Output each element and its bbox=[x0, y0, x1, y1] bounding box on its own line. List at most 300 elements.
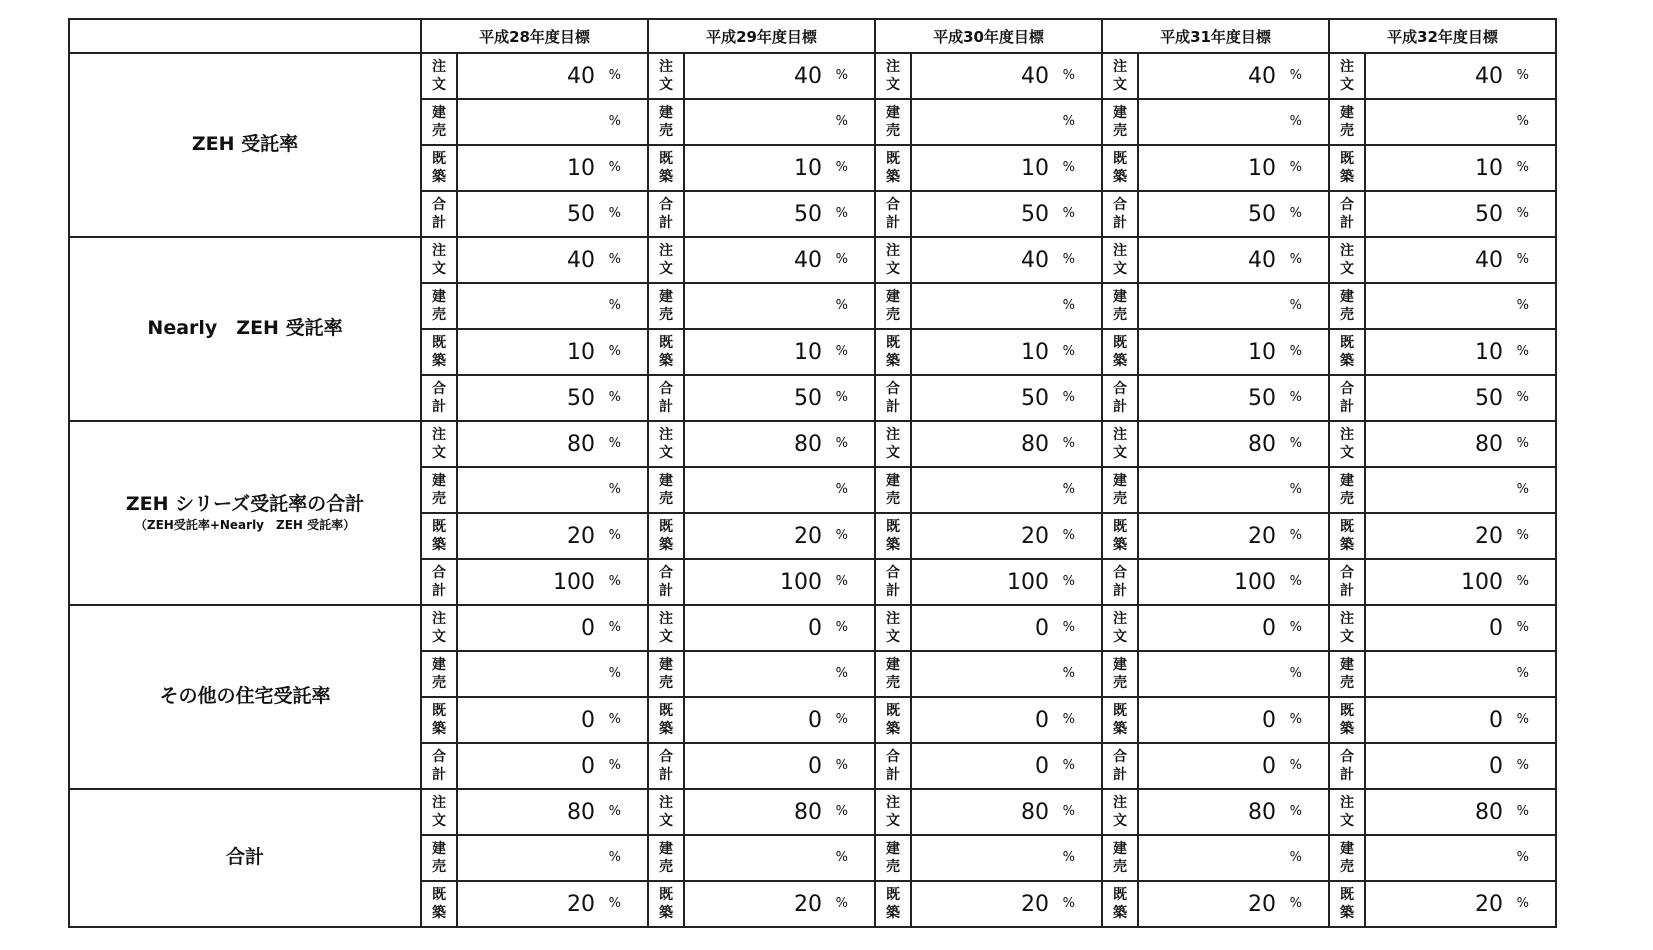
subrow-label-tateuri bbox=[875, 99, 911, 145]
percent-unit: % bbox=[1289, 528, 1302, 543]
value-cell bbox=[1138, 697, 1329, 743]
subrow-label-chumon bbox=[1102, 789, 1138, 835]
value-cell bbox=[1138, 743, 1329, 789]
subrow-label-char: 注 bbox=[432, 611, 446, 627]
percent-unit: % bbox=[1289, 482, 1302, 497]
subrow-label-char: 注 bbox=[1113, 59, 1127, 75]
value-number: 0 bbox=[1262, 616, 1276, 641]
subrow-label-chumon bbox=[648, 53, 684, 99]
header-corner-cell bbox=[69, 19, 421, 53]
subrow-label-char: 築 bbox=[886, 353, 900, 369]
percent-unit: % bbox=[1516, 206, 1529, 221]
subrow-label-char: 売 bbox=[1113, 859, 1127, 875]
percent-unit: % bbox=[1516, 528, 1529, 543]
value-number: 40 bbox=[1021, 248, 1049, 273]
subrow-label-chumon bbox=[1102, 421, 1138, 467]
percent-unit: % bbox=[1289, 620, 1302, 635]
value-cell bbox=[684, 697, 875, 743]
subrow-label-char: 建 bbox=[886, 473, 900, 489]
percent-unit: % bbox=[1516, 252, 1529, 267]
subrow-label-char: 築 bbox=[432, 353, 446, 369]
subrow-label-char: 合 bbox=[1340, 381, 1354, 397]
value-number: 0 bbox=[808, 616, 822, 641]
subrow-label-char: 合 bbox=[1113, 381, 1127, 397]
subrow-label-gokei bbox=[1102, 559, 1138, 605]
subrow-label-gokei bbox=[1102, 375, 1138, 421]
subrow-label-char: 計 bbox=[1340, 767, 1354, 783]
subrow-label-char: 注 bbox=[1113, 427, 1127, 443]
subrow-label-kichiku bbox=[421, 329, 457, 375]
subrow-label-char: 注 bbox=[886, 795, 900, 811]
subrow-label-char: 注 bbox=[432, 59, 446, 75]
percent-unit: % bbox=[1289, 896, 1302, 911]
subrow-label-char: 建 bbox=[1340, 657, 1354, 673]
value-number: 80 bbox=[1248, 432, 1276, 457]
value-cell bbox=[911, 421, 1102, 467]
subrow-label-char: 建 bbox=[886, 105, 900, 121]
table-row bbox=[69, 789, 1556, 835]
percent-unit: % bbox=[1062, 68, 1075, 83]
subrow-label-char: 築 bbox=[1113, 169, 1127, 185]
subrow-label-char: 売 bbox=[659, 123, 673, 139]
value-number: 10 bbox=[567, 156, 595, 181]
value-cell bbox=[1365, 283, 1556, 329]
value-cell bbox=[684, 743, 875, 789]
value-number: 0 bbox=[808, 754, 822, 779]
subrow-label-kichiku bbox=[421, 513, 457, 559]
value-number: 0 bbox=[1035, 754, 1049, 779]
subrow-label-chumon bbox=[1329, 237, 1365, 283]
percent-unit: % bbox=[608, 482, 621, 497]
subrow-label-gokei bbox=[1329, 375, 1365, 421]
subrow-label-kichiku bbox=[1329, 145, 1365, 191]
subrow-label-char: 売 bbox=[659, 675, 673, 691]
category-label: Nearly ZEH 受託率 bbox=[147, 317, 343, 340]
value-number: 0 bbox=[1489, 754, 1503, 779]
subrow-label-kichiku bbox=[1329, 513, 1365, 559]
subrow-label-char: 文 bbox=[886, 813, 900, 829]
subrow-label-char: 計 bbox=[886, 583, 900, 599]
subrow-label-char: 合 bbox=[886, 565, 900, 581]
subrow-label-char: 計 bbox=[432, 399, 446, 415]
value-number: 20 bbox=[794, 524, 822, 549]
subrow-label-char: 築 bbox=[1113, 537, 1127, 553]
subrow-label-char: 合 bbox=[432, 197, 446, 213]
subrow-label-kichiku bbox=[1102, 881, 1138, 927]
percent-unit: % bbox=[1289, 666, 1302, 681]
table-row bbox=[69, 421, 1556, 467]
value-cell bbox=[684, 881, 875, 927]
value-cell bbox=[911, 237, 1102, 283]
value-cell bbox=[1365, 881, 1556, 927]
value-number: 80 bbox=[1475, 432, 1503, 457]
value-number: 100 bbox=[780, 570, 822, 595]
value-cell bbox=[911, 697, 1102, 743]
value-number: 50 bbox=[1475, 386, 1503, 411]
percent-unit: % bbox=[608, 68, 621, 83]
value-cell bbox=[911, 467, 1102, 513]
value-number: 40 bbox=[1475, 64, 1503, 89]
subrow-label-kichiku bbox=[875, 697, 911, 743]
subrow-label-char: 文 bbox=[1340, 261, 1354, 277]
header-row bbox=[69, 19, 1556, 53]
percent-unit: % bbox=[1062, 344, 1075, 359]
table-row bbox=[69, 53, 1556, 99]
category-label-cell bbox=[69, 789, 421, 927]
subrow-label-kichiku bbox=[1329, 329, 1365, 375]
subrow-label-tateuri bbox=[648, 835, 684, 881]
subrow-label-char: 築 bbox=[659, 169, 673, 185]
value-cell bbox=[457, 145, 648, 191]
percent-unit: % bbox=[1062, 436, 1075, 451]
subrow-label-char: 既 bbox=[886, 519, 900, 535]
value-cell bbox=[684, 191, 875, 237]
subrow-label-char: 文 bbox=[432, 629, 446, 645]
subrow-label-char: 合 bbox=[432, 749, 446, 765]
subrow-label-chumon bbox=[1329, 605, 1365, 651]
target-rate-table bbox=[68, 18, 1557, 928]
percent-unit: % bbox=[835, 712, 848, 727]
value-cell bbox=[1365, 145, 1556, 191]
subrow-label-char: 計 bbox=[659, 583, 673, 599]
value-cell bbox=[457, 421, 648, 467]
value-number: 10 bbox=[1475, 156, 1503, 181]
value-cell bbox=[911, 789, 1102, 835]
subrow-label-kichiku bbox=[648, 145, 684, 191]
subrow-label-kichiku bbox=[648, 513, 684, 559]
subrow-label-char: 文 bbox=[1340, 445, 1354, 461]
subrow-label-char: 売 bbox=[1113, 675, 1127, 691]
value-number: 50 bbox=[794, 202, 822, 227]
value-number: 40 bbox=[1248, 64, 1276, 89]
percent-unit: % bbox=[1062, 160, 1075, 175]
subrow-label-char: 既 bbox=[432, 519, 446, 535]
percent-unit: % bbox=[1516, 620, 1529, 635]
percent-unit: % bbox=[1062, 574, 1075, 589]
percent-unit: % bbox=[835, 758, 848, 773]
value-number: 50 bbox=[567, 386, 595, 411]
value-cell bbox=[684, 237, 875, 283]
subrow-label-chumon bbox=[875, 53, 911, 99]
subrow-label-char: 売 bbox=[1113, 123, 1127, 139]
subrow-label-chumon bbox=[1329, 53, 1365, 99]
year-header: 平成30年度目標 bbox=[875, 19, 1102, 53]
value-cell bbox=[1365, 697, 1556, 743]
percent-unit: % bbox=[835, 160, 848, 175]
percent-unit: % bbox=[835, 252, 848, 267]
subrow-label-char: 売 bbox=[1340, 307, 1354, 323]
percent-unit: % bbox=[835, 666, 848, 681]
target-rate-table-container bbox=[68, 18, 1557, 928]
subrow-label-kichiku bbox=[648, 329, 684, 375]
value-cell bbox=[457, 467, 648, 513]
percent-unit: % bbox=[1516, 436, 1529, 451]
percent-unit: % bbox=[1062, 758, 1075, 773]
percent-unit: % bbox=[608, 160, 621, 175]
subrow-label-tateuri bbox=[648, 651, 684, 697]
subrow-label-tateuri bbox=[648, 283, 684, 329]
subrow-label-char: 注 bbox=[659, 243, 673, 259]
subrow-label-char: 注 bbox=[886, 243, 900, 259]
percent-unit: % bbox=[608, 666, 621, 681]
subrow-label-char: 計 bbox=[1340, 583, 1354, 599]
value-cell bbox=[911, 651, 1102, 697]
subrow-label-char: 計 bbox=[432, 583, 446, 599]
subrow-label-char: 建 bbox=[886, 289, 900, 305]
subrow-label-gokei bbox=[421, 559, 457, 605]
subrow-label-gokei bbox=[1102, 191, 1138, 237]
subrow-label-char: 売 bbox=[886, 307, 900, 323]
subrow-label-char: 建 bbox=[1113, 289, 1127, 305]
value-cell bbox=[684, 283, 875, 329]
subrow-label-char: 文 bbox=[886, 629, 900, 645]
value-number: 10 bbox=[1021, 340, 1049, 365]
value-cell bbox=[1365, 99, 1556, 145]
value-number: 100 bbox=[553, 570, 595, 595]
value-number: 20 bbox=[1021, 524, 1049, 549]
subrow-label-char: 既 bbox=[886, 703, 900, 719]
value-cell bbox=[911, 99, 1102, 145]
value-cell bbox=[1365, 329, 1556, 375]
subrow-label-char: 注 bbox=[1340, 59, 1354, 75]
value-number: 10 bbox=[1248, 156, 1276, 181]
percent-unit: % bbox=[1062, 804, 1075, 819]
subrow-label-char: 既 bbox=[659, 887, 673, 903]
category-label: ZEH シリーズ受託率の合計 bbox=[125, 492, 365, 515]
subrow-label-char: 合 bbox=[886, 381, 900, 397]
subrow-label-char: 築 bbox=[659, 537, 673, 553]
value-cell bbox=[1138, 145, 1329, 191]
category-label-cell bbox=[69, 421, 421, 605]
subrow-label-char: 売 bbox=[886, 859, 900, 875]
value-cell bbox=[684, 789, 875, 835]
subrow-label-char: 築 bbox=[659, 905, 673, 921]
subrow-label-char: 建 bbox=[1340, 473, 1354, 489]
percent-unit: % bbox=[835, 850, 848, 865]
value-number: 80 bbox=[794, 432, 822, 457]
subrow-label-tateuri bbox=[648, 99, 684, 145]
value-cell bbox=[1365, 789, 1556, 835]
subrow-label-kichiku bbox=[421, 697, 457, 743]
value-cell bbox=[684, 559, 875, 605]
subrow-label-kichiku bbox=[421, 881, 457, 927]
subrow-label-char: 文 bbox=[886, 445, 900, 461]
value-number: 50 bbox=[1021, 202, 1049, 227]
percent-unit: % bbox=[1289, 390, 1302, 405]
category-label-cell bbox=[69, 53, 421, 237]
subrow-label-chumon bbox=[1102, 53, 1138, 99]
subrow-label-char: 建 bbox=[1113, 657, 1127, 673]
value-cell bbox=[1138, 513, 1329, 559]
subrow-label-char: 計 bbox=[1340, 215, 1354, 231]
subrow-label-tateuri bbox=[1102, 99, 1138, 145]
value-cell bbox=[457, 697, 648, 743]
value-cell bbox=[911, 881, 1102, 927]
value-number: 10 bbox=[794, 156, 822, 181]
category-label: 合計 bbox=[225, 846, 264, 869]
subrow-label-char: 合 bbox=[1340, 565, 1354, 581]
subrow-label-char: 注 bbox=[886, 427, 900, 443]
percent-unit: % bbox=[608, 528, 621, 543]
subrow-label-char: 売 bbox=[432, 123, 446, 139]
subrow-label-tateuri bbox=[421, 835, 457, 881]
value-cell bbox=[1365, 835, 1556, 881]
subrow-label-gokei bbox=[648, 375, 684, 421]
subrow-label-char: 売 bbox=[659, 859, 673, 875]
percent-unit: % bbox=[835, 436, 848, 451]
value-number: 20 bbox=[567, 524, 595, 549]
percent-unit: % bbox=[1516, 896, 1529, 911]
subrow-label-char: 計 bbox=[1113, 583, 1127, 599]
value-number: 0 bbox=[1262, 708, 1276, 733]
subrow-label-kichiku bbox=[1102, 513, 1138, 559]
subrow-label-char: 築 bbox=[1340, 721, 1354, 737]
percent-unit: % bbox=[1289, 758, 1302, 773]
value-number: 10 bbox=[1021, 156, 1049, 181]
value-cell bbox=[684, 421, 875, 467]
subrow-label-char: 売 bbox=[659, 307, 673, 323]
subrow-label-char: 既 bbox=[1340, 151, 1354, 167]
subrow-label-char: 注 bbox=[886, 59, 900, 75]
subrow-label-char: 注 bbox=[1113, 611, 1127, 627]
subrow-label-char: 売 bbox=[1340, 859, 1354, 875]
subrow-label-char: 注 bbox=[1340, 427, 1354, 443]
subrow-label-char: 既 bbox=[1113, 887, 1127, 903]
subrow-label-tateuri bbox=[1329, 651, 1365, 697]
subrow-label-kichiku bbox=[875, 513, 911, 559]
subrow-label-chumon bbox=[421, 789, 457, 835]
subrow-label-gokei bbox=[1102, 743, 1138, 789]
category-label-cell bbox=[69, 237, 421, 421]
subrow-label-char: 建 bbox=[432, 473, 446, 489]
value-number: 10 bbox=[1248, 340, 1276, 365]
value-cell bbox=[1365, 467, 1556, 513]
subrow-label-tateuri bbox=[1329, 467, 1365, 513]
subrow-label-char: 建 bbox=[1113, 105, 1127, 121]
value-number: 50 bbox=[1248, 386, 1276, 411]
value-cell bbox=[684, 375, 875, 421]
value-cell bbox=[457, 559, 648, 605]
subrow-label-char: 建 bbox=[1340, 105, 1354, 121]
subrow-label-tateuri bbox=[421, 283, 457, 329]
subrow-label-char: 合 bbox=[886, 197, 900, 213]
subrow-label-char: 建 bbox=[432, 289, 446, 305]
percent-unit: % bbox=[835, 482, 848, 497]
value-number: 80 bbox=[567, 432, 595, 457]
percent-unit: % bbox=[1062, 528, 1075, 543]
subrow-label-tateuri bbox=[1102, 835, 1138, 881]
value-cell bbox=[1138, 283, 1329, 329]
subrow-label-char: 築 bbox=[432, 905, 446, 921]
value-cell bbox=[457, 651, 648, 697]
value-cell bbox=[1138, 651, 1329, 697]
percent-unit: % bbox=[1516, 114, 1529, 129]
percent-unit: % bbox=[608, 206, 621, 221]
value-cell bbox=[1365, 53, 1556, 99]
subrow-label-char: 築 bbox=[432, 169, 446, 185]
value-cell bbox=[1138, 237, 1329, 283]
subrow-label-char: 既 bbox=[1113, 703, 1127, 719]
subrow-label-char: 既 bbox=[1340, 335, 1354, 351]
subrow-label-tateuri bbox=[875, 467, 911, 513]
subrow-label-char: 既 bbox=[1340, 519, 1354, 535]
subrow-label-char: 文 bbox=[659, 261, 673, 277]
value-cell bbox=[457, 237, 648, 283]
subrow-label-char: 文 bbox=[1113, 261, 1127, 277]
subrow-label-gokei bbox=[875, 743, 911, 789]
subrow-label-char: 建 bbox=[1113, 473, 1127, 489]
value-cell bbox=[457, 191, 648, 237]
value-number: 0 bbox=[1035, 616, 1049, 641]
value-cell bbox=[911, 329, 1102, 375]
value-number: 40 bbox=[567, 248, 595, 273]
subrow-label-kichiku bbox=[648, 881, 684, 927]
percent-unit: % bbox=[1289, 160, 1302, 175]
subrow-label-char: 建 bbox=[432, 657, 446, 673]
value-cell bbox=[1138, 605, 1329, 651]
percent-unit: % bbox=[1062, 252, 1075, 267]
percent-unit: % bbox=[608, 344, 621, 359]
value-cell bbox=[1138, 191, 1329, 237]
value-cell bbox=[911, 283, 1102, 329]
subrow-label-char: 注 bbox=[432, 427, 446, 443]
value-number: 0 bbox=[1489, 708, 1503, 733]
subrow-label-chumon bbox=[421, 605, 457, 651]
value-number: 50 bbox=[1248, 202, 1276, 227]
value-number: 40 bbox=[1021, 64, 1049, 89]
value-number: 0 bbox=[581, 754, 595, 779]
subrow-label-char: 既 bbox=[1340, 703, 1354, 719]
subrow-label-char: 計 bbox=[886, 767, 900, 783]
value-cell bbox=[1138, 329, 1329, 375]
subrow-label-kichiku bbox=[875, 881, 911, 927]
subrow-label-char: 建 bbox=[1113, 841, 1127, 857]
percent-unit: % bbox=[835, 390, 848, 405]
subrow-label-char: 文 bbox=[659, 445, 673, 461]
value-number: 50 bbox=[1021, 386, 1049, 411]
percent-unit: % bbox=[1289, 114, 1302, 129]
subrow-label-char: 計 bbox=[1113, 215, 1127, 231]
table-row bbox=[69, 605, 1556, 651]
subrow-label-char: 売 bbox=[1340, 491, 1354, 507]
percent-unit: % bbox=[1516, 160, 1529, 175]
subrow-label-char: 既 bbox=[659, 335, 673, 351]
value-cell bbox=[911, 513, 1102, 559]
subrow-label-char: 計 bbox=[432, 215, 446, 231]
value-number: 50 bbox=[1475, 202, 1503, 227]
value-number: 80 bbox=[1248, 800, 1276, 825]
subrow-label-char: 既 bbox=[886, 887, 900, 903]
percent-unit: % bbox=[608, 436, 621, 451]
value-number: 0 bbox=[581, 616, 595, 641]
value-cell bbox=[911, 605, 1102, 651]
percent-unit: % bbox=[1516, 344, 1529, 359]
category-label: ZEH 受託率 bbox=[191, 133, 299, 156]
subrow-label-kichiku bbox=[1329, 881, 1365, 927]
subrow-label-chumon bbox=[1102, 237, 1138, 283]
percent-unit: % bbox=[1516, 390, 1529, 405]
subrow-label-char: 文 bbox=[432, 77, 446, 93]
subrow-label-gokei bbox=[648, 191, 684, 237]
value-cell bbox=[457, 99, 648, 145]
value-number: 80 bbox=[1021, 800, 1049, 825]
subrow-label-char: 注 bbox=[432, 795, 446, 811]
value-cell bbox=[1138, 835, 1329, 881]
subrow-label-gokei bbox=[648, 743, 684, 789]
value-number: 80 bbox=[567, 800, 595, 825]
subrow-label-char: 合 bbox=[1113, 565, 1127, 581]
subrow-label-chumon bbox=[1329, 789, 1365, 835]
